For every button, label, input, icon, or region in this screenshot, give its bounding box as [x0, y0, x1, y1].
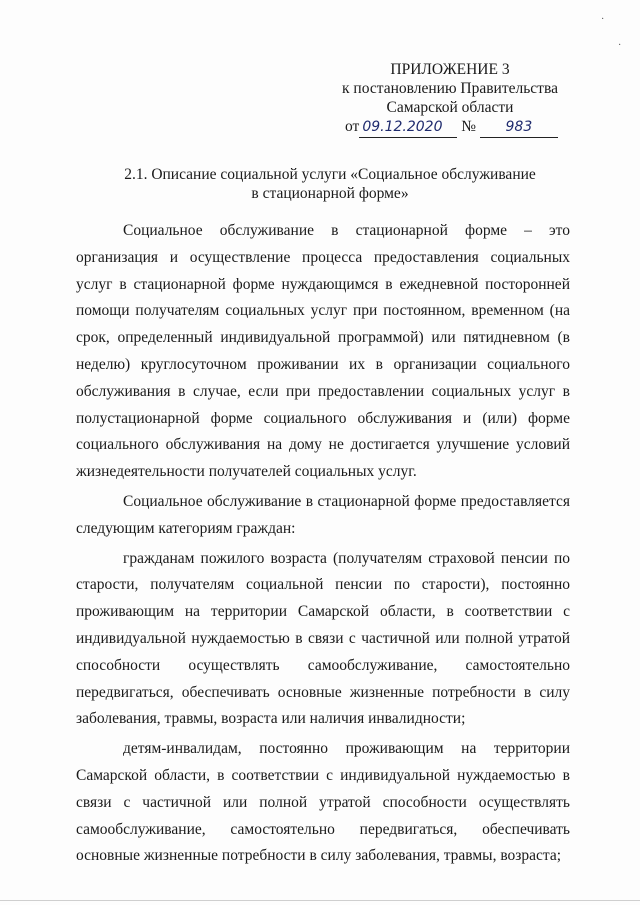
appendix-date-number-line	[300, 117, 600, 138]
handwritten-date: 09.12.2020	[359, 118, 457, 138]
scan-speck: ·	[618, 40, 622, 51]
section-title-line1: 2.1. Описание социальной услуги «Социальное обслуживание	[124, 166, 536, 183]
appendix-title: ПРИЛОЖЕНИЕ 3	[390, 61, 510, 78]
handwritten-number: 983	[480, 118, 558, 138]
section-title	[110, 165, 550, 203]
paragraph-disabled-children: детям-инвалидам, постоянно проживающим на территории Самарской области, в соответствии с индивидуальной нуждаемостью в связи с частичной или полной утратой способности осуществлять самообслуживание, самостоятельно передвигаться, обеспечивать основные жизненные потребности в силу заболевания, травмы, возраста;	[76, 740, 570, 865]
section-title-line2: в стационарной форме»	[251, 185, 409, 202]
paragraph-categories-intro: Социальное обслуживание в стационарной форме предоставляется следующим категориям граждан:	[76, 492, 570, 537]
paragraph-definition: Социальное обслуживание в стационарной форме – это организация и осуществление процесса предоставления социальных услуг в стационарной форме нуждающимся в ежедневной посторонней помощи получателям социальных услуг при постоянном, временном (на срок, определенный индивидуальной программой) или пятидневном (в неделю) круглосуточном проживании их в организации социального обслуживания в случае, если при предоставлении социальных услуг в полустационарной форме социального обслуживания и (или) форме социального обслуживания на дому не достигается улучшение условий жизнедеятельности получателей социальных услуг.	[76, 222, 570, 481]
body-text	[76, 218, 570, 870]
number-prefix: №	[461, 118, 476, 135]
appendix-region-line: Самарской области	[386, 99, 514, 116]
scan-edge-line	[0, 900, 640, 901]
appendix-header	[300, 60, 600, 138]
date-prefix: от	[345, 118, 360, 135]
paragraph-elderly-citizens: гражданам пожилого возраста (получателям страховой пенсии по старости, получателям социальной пенсии по старости), постоянно проживающим на территории Самарской области, в соответствии с индивидуальной нуждаемостью в связи с частичной или полной утратой способности осуществлять самообслуживание, самостоятельно передвигаться, обеспечивать основные жизненные потребности в силу заболевания, травмы, возраста или наличия инвалидности;	[76, 549, 570, 728]
appendix-decree-line: к постановлению Правительства	[342, 80, 558, 97]
scan-speck: ·	[601, 14, 605, 25]
